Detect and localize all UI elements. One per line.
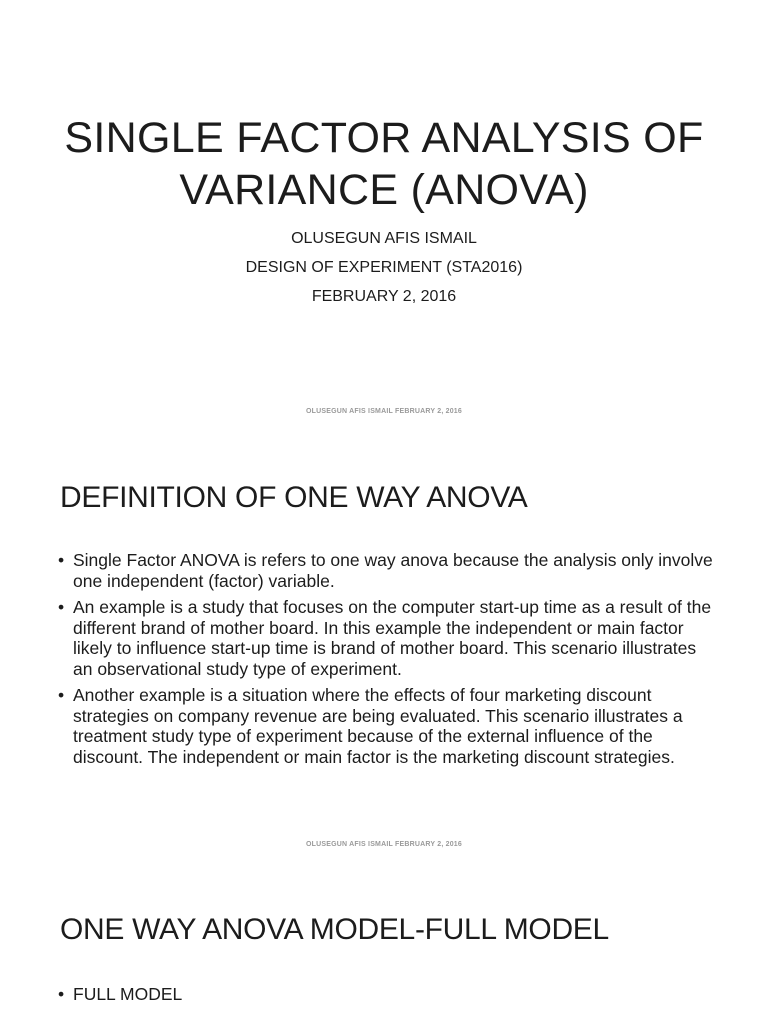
slide-heading: ONE WAY ANOVA MODEL-FULL MODEL (60, 913, 609, 946)
bullet-text: Single Factor ANOVA is refers to one way anova because the analysis only involve one independent (factor) variable. (73, 550, 713, 591)
title-line: SINGLE FACTOR ANALYSIS OF (64, 114, 704, 162)
course-name: DESIGN OF EXPERIMENT (STA2016) (245, 259, 523, 276)
title-slide (0, 0, 768, 432)
slide-footer: OLUSEGUN AFIS ISMAIL FEBRUARY 2, 2016 (306, 841, 462, 848)
bullet-text: Another example is a situation where the effects of four marketing discount strategies on company revenue are being evaluated. This scenario illustrates a treatment study type of experiment because of the external influence of the discount. The independent or main factor is the marketing discount strategies. (73, 685, 683, 767)
bullet-icon: • (58, 597, 65, 617)
bullet-list (56, 550, 716, 773)
bullet-item (56, 550, 716, 591)
title-line: VARIANCE (ANOVA) (179, 166, 589, 214)
bullet-text: An example is a study that focuses on the computer start-up time as a result of the different brand of mother board. In this example the independent or main factor likely to influence start-up time is brand of mother board. This scenario illustrates an observational study type of experiment. (73, 597, 712, 679)
bullet-icon: • (58, 550, 65, 570)
bullet-icon: • (58, 984, 65, 1004)
slide-heading: DEFINITION OF ONE WAY ANOVA (60, 481, 528, 514)
bullet-item (56, 984, 716, 1005)
full-model-slide (0, 864, 768, 1024)
presentation-title (0, 112, 768, 216)
bullet-list (56, 984, 716, 1011)
bullet-item (56, 685, 716, 767)
bullet-item (56, 597, 716, 679)
presentation-date: FEBRUARY 2, 2016 (311, 288, 457, 305)
author-name: OLUSEGUN AFIS ISMAIL (291, 230, 477, 247)
slide-footer: OLUSEGUN AFIS ISMAIL FEBRUARY 2, 2016 (306, 408, 462, 415)
definition-slide (0, 432, 768, 864)
bullet-text: FULL MODEL (73, 984, 183, 1004)
bullet-icon: • (58, 685, 65, 705)
